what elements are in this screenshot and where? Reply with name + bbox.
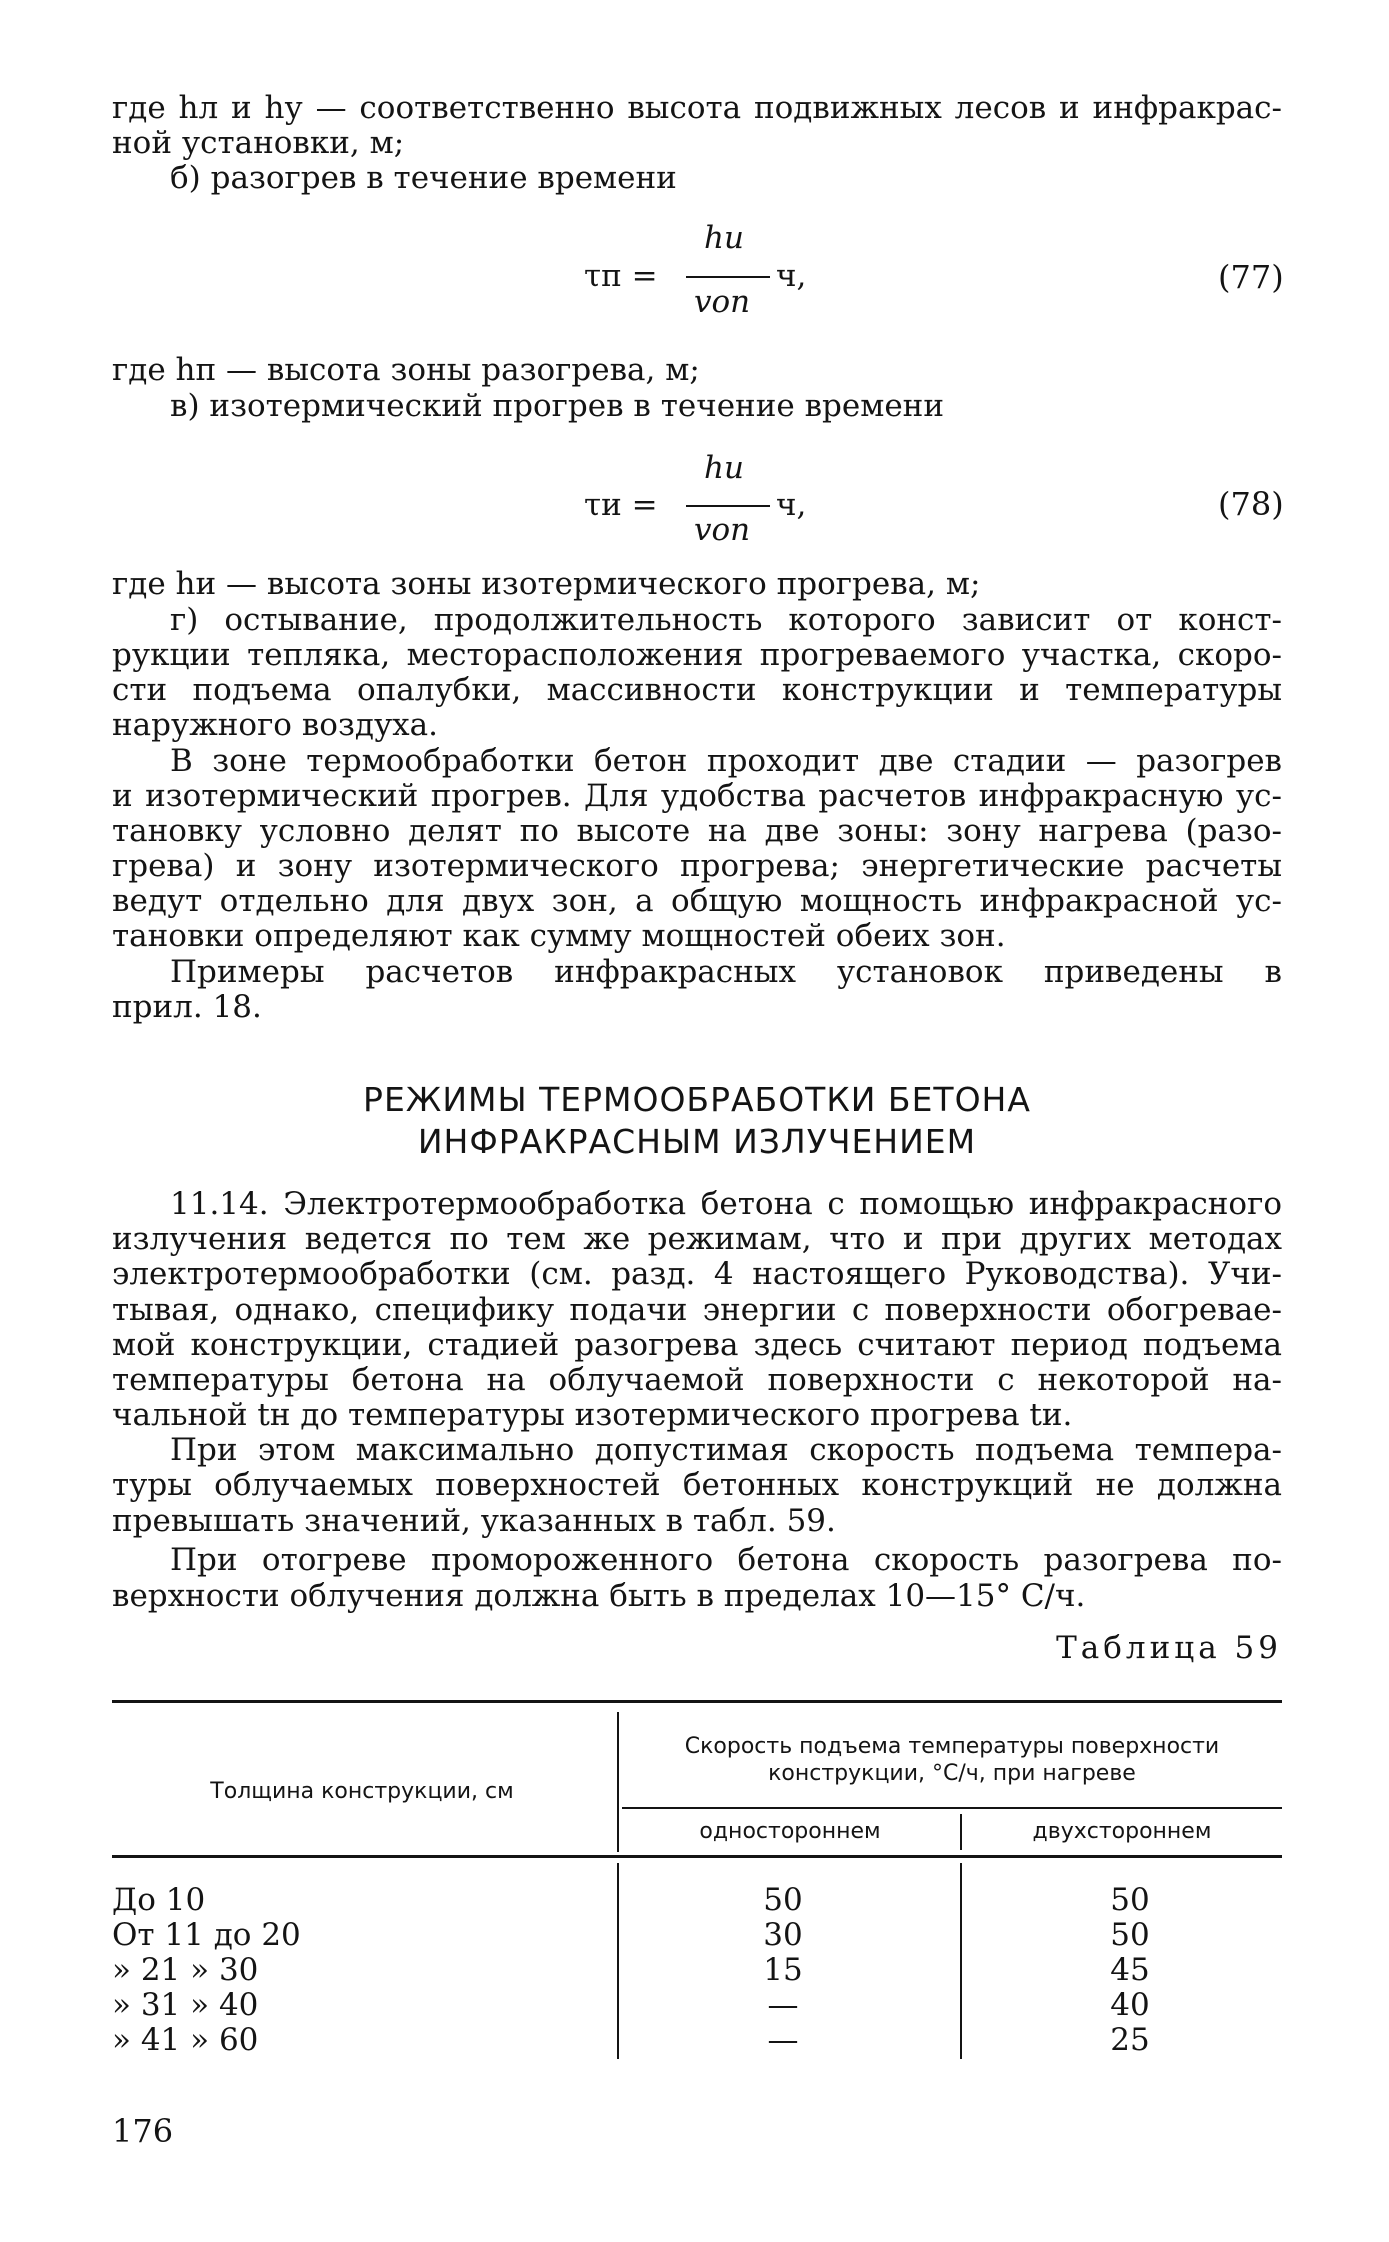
text-line: где hл и hу — соответственно высота подвижных лесов и инфракрас- [112, 90, 1282, 126]
header-group: конструкции, °С/ч, при нагреве [768, 1761, 1136, 1786]
text-line: и изотермический прогрев. Для удобства расчетов инфракрасную ус- [112, 778, 1282, 814]
cell-one-sided: — [767, 2022, 799, 2058]
text-line: прил. 18. [112, 989, 262, 1025]
text-line: При отогреве промороженного бетона скорость разогрева по- [170, 1542, 1282, 1578]
text-line: б) разогрев в течение времени [170, 160, 677, 196]
header-bottom-rule [112, 1855, 1282, 1858]
cell-one-sided: 15 [763, 1952, 803, 1988]
text-line: тановку условно делят по высоте на две зоны: зону нагрева (разо- [112, 813, 1282, 849]
cell-two-sided: 50 [1110, 1917, 1150, 1953]
page-number: 176 [112, 2112, 174, 2150]
text-line: верхности облучения должна быть в пределах 10—15° С/ч. [112, 1578, 1086, 1614]
column-divider [960, 1863, 962, 2059]
header-two-sided: двухстороннем [1032, 1819, 1212, 1844]
cell-one-sided: 50 [763, 1882, 803, 1918]
header-thickness: Толщина конструкции, см [210, 1779, 514, 1804]
cell-two-sided: 25 [1110, 2022, 1150, 2058]
cell-thickness: » 41 » 60 [112, 2022, 259, 2058]
cell-two-sided: 40 [1110, 1987, 1150, 2023]
equation-number: (77) [1218, 258, 1284, 296]
cell-thickness: От 11 до 20 [112, 1917, 301, 1953]
text-line: В зоне термообработки бетон проходит две стадии — разогрев [170, 743, 1282, 779]
text-line: туры облучаемых поверхностей бетонных конструкций не должна [112, 1467, 1282, 1503]
text-line: тановки определяют как сумму мощностей обеих зон. [112, 918, 1006, 954]
cell-two-sided: 50 [1110, 1882, 1150, 1918]
text-line: Примеры расчетов инфракрасных установок приведены в [170, 954, 1282, 990]
text-line: температуры бетона на облучаемой поверхности с некоторой на- [112, 1362, 1282, 1398]
section-heading: ИНФРАКРАСНЫМ ИЗЛУЧЕНИЕМ [417, 1122, 977, 1161]
text-line: где hи — высота зоны изотермического прогрева, м; [112, 566, 981, 602]
formula-denominator: vоп [694, 284, 751, 320]
text-line: грева) и зону изотермического прогрева; энергетические расчеты [112, 848, 1282, 884]
formula-lhs: τи = [584, 487, 658, 523]
header-group: Скорость подъема температуры поверхности [684, 1734, 1220, 1759]
text-line: чальной tн до температуры изотермического прогрева tи. [112, 1397, 1073, 1433]
cell-two-sided: 45 [1110, 1952, 1150, 1988]
cell-thickness: До 10 [112, 1882, 206, 1918]
fraction-bar [686, 505, 770, 507]
cell-thickness: » 21 » 30 [112, 1952, 259, 1988]
formula-denominator: vоп [694, 512, 751, 548]
header-one-sided: одностороннем [699, 1819, 881, 1844]
text-line: рукции тепляка, месторасположения прогреваемого участка, скоро- [112, 637, 1282, 673]
text-line: тывая, однако, специфику подачи энергии с поверхности обогревае- [112, 1292, 1282, 1328]
formula-numerator: hи [704, 220, 744, 256]
text-line: мой конструкции, стадией разогрева здесь считают период подъема [112, 1327, 1282, 1363]
text-line: ной установки, м; [112, 125, 405, 161]
formula-unit: ч, [776, 487, 807, 523]
column-divider [617, 1712, 619, 1852]
text-line: 11.14. Электротермообработка бетона с помощью инфракрасного [170, 1186, 1282, 1222]
cell-thickness: » 31 » 40 [112, 1987, 259, 2023]
text-line: в) изотермический прогрев в течение времени [170, 388, 945, 424]
text-line: г) остывание, продолжительность которого зависит от конст- [170, 602, 1282, 638]
table-top-rule [112, 1700, 1282, 1703]
text-line: наружного воздуха. [112, 707, 438, 743]
fraction-bar [686, 276, 770, 278]
formula-numerator: hи [704, 450, 744, 486]
header-subrule [622, 1807, 1282, 1809]
cell-one-sided: 30 [763, 1917, 803, 1953]
text-line: сти подъема опалубки, массивности конструкции и температуры [112, 672, 1282, 708]
column-divider [617, 1863, 619, 2059]
text-line: При этом максимально допустимая скорость подъема темпера- [170, 1432, 1282, 1468]
text-line: излучения ведется по тем же режимам, что и при других методах [112, 1221, 1282, 1257]
table-caption: Таблица 59 [1056, 1630, 1282, 1666]
text-line: электротермообработки (см. разд. 4 настоящего Руководства). Учи- [112, 1256, 1282, 1292]
text-line: ведут отдельно для двух зон, а общую мощность инфракрасной ус- [112, 883, 1282, 919]
text-line: где hп — высота зоны разогрева, м; [112, 352, 700, 388]
text-line: превышать значений, указанных в табл. 59. [112, 1503, 836, 1539]
equation-number: (78) [1218, 485, 1284, 523]
section-heading: РЕЖИМЫ ТЕРМООБРАБОТКИ БЕТОНА [363, 1080, 1031, 1119]
formula-unit: ч, [776, 258, 807, 294]
formula-lhs: τп = [584, 258, 658, 294]
cell-one-sided: — [767, 1987, 799, 2023]
